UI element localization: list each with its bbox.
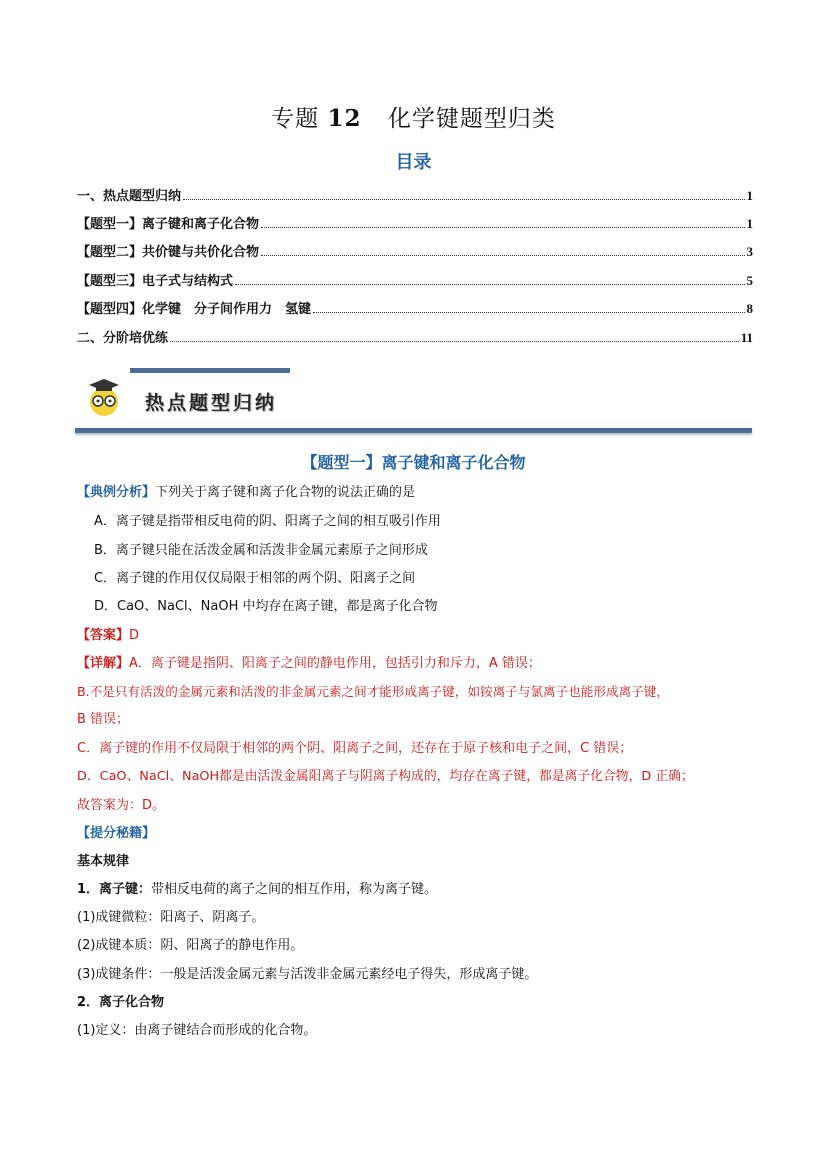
detail-line: 故答案为：D。 (77, 798, 166, 813)
option-b: B．离子键只能在活泼金属和活泼非金属元素原子之间形成 (94, 543, 428, 558)
toc-entry[interactable] (77, 242, 753, 260)
detail-line: B.不是只有活泼的金属元素和活泼的非金属元素之间才能形成离子键，如铵离子与氯离子也能形成离子键， (77, 684, 669, 699)
answer-value: D (129, 628, 140, 643)
toc-page: 3 (746, 244, 753, 259)
title-text: 化学键题型归类 (387, 106, 556, 132)
tip-point: (1)定义：由离子键结合而形成的化合物。 (77, 1023, 317, 1038)
toc-page: 11 (740, 330, 753, 345)
toc-label: 【题型四】化学键 分子间作用力 氢键 (77, 302, 312, 317)
option-d: D．CaO、NaCl、NaOH 中均存在离子键，都是离子化合物 (94, 599, 438, 614)
toc-entry[interactable] (77, 328, 753, 346)
toc-page: 8 (746, 301, 753, 316)
toc-page: 5 (746, 273, 753, 288)
option-c: C．离子键的作用仅仅局限于相邻的两个阴、阳离子之间 (94, 571, 416, 586)
toc-leader (183, 199, 744, 200)
detail-line: C．离子键的作用不仅局限于相邻的两个阴、阳离子之间，还存在于原子核和电子之间，C 错误； (77, 741, 633, 756)
tip-item-head: 1．离子键： (77, 882, 152, 897)
toc-entry[interactable] (77, 214, 753, 232)
title-number: 12 (327, 105, 362, 132)
toc-entry[interactable] (77, 271, 753, 289)
toc-leader (235, 284, 744, 285)
section-heading: 【题型一】离子键和离子化合物 (301, 453, 526, 472)
toc-label: 一、热点题型归纳 (77, 189, 182, 204)
banner-title: 热点题型归纳 (145, 392, 278, 414)
toc-page: 1 (746, 216, 753, 231)
answer-line (77, 627, 139, 645)
tips-subheading: 基本规律 (77, 854, 130, 869)
toc-leader (261, 227, 744, 228)
tip-item-text: 带相反电荷的离子之间的相互作用，称为离子键。 (151, 882, 438, 897)
question-text: 下列关于离子键和离子化合物的说法正确的是 (155, 485, 416, 500)
toc-entry[interactable] (77, 186, 753, 204)
toc-leader (261, 255, 744, 256)
toc-leader (313, 312, 744, 313)
tip-point: (1)成键微粒：阳离子、阴离子。 (77, 910, 265, 925)
toc-label: 【题型二】共价键与共价化合物 (77, 245, 260, 260)
toc-label: 二、分阶培优练 (77, 331, 169, 346)
section-divider (75, 428, 752, 433)
tip-item-1 (77, 881, 437, 899)
example-tag: 【典例分析】 (77, 485, 156, 500)
detail-line: D．CaO、NaCl、NaOH都是由活泼金属阳离子与阴离子构成的，均存在离子键，都是离子化合物，D 正确； (77, 769, 694, 784)
detail-tag: 【详解】 (77, 656, 130, 671)
detail-line (77, 655, 541, 673)
toc-label: 【题型三】电子式与结构式 (77, 274, 234, 289)
tips-tag: 【提分秘籍】 (77, 826, 156, 841)
document-title (0, 100, 827, 133)
toc-leader (170, 341, 739, 342)
toc-page: 1 (746, 188, 753, 203)
banner-accent-bar (130, 368, 290, 373)
tip-item-2: 2．离子化合物 (77, 995, 165, 1010)
title-prefix: 专题 (271, 106, 320, 132)
detail-line: B 错误； (77, 712, 130, 727)
scholar-emoji-icon (83, 375, 125, 417)
toc-entry[interactable] (77, 299, 753, 317)
toc-heading: 目录 (395, 152, 432, 173)
option-a: A．离子键是指带相反电荷的阴、阳离子之间的相互吸引作用 (94, 514, 441, 529)
detail-text: A．离子键是指阴、阳离子之间的静电作用，包括引力和斥力，A 错误； (129, 656, 541, 671)
toc-label: 【题型一】离子键和离子化合物 (77, 217, 260, 232)
tip-point: (2)成键本质：阴、阳离子的静电作用。 (77, 938, 304, 953)
example-question (77, 484, 415, 502)
answer-tag: 【答案】 (77, 628, 130, 643)
tip-point: (3)成键条件：一般是活泼金属元素与活泼非金属元素经电子得失，形成离子键。 (77, 967, 538, 982)
